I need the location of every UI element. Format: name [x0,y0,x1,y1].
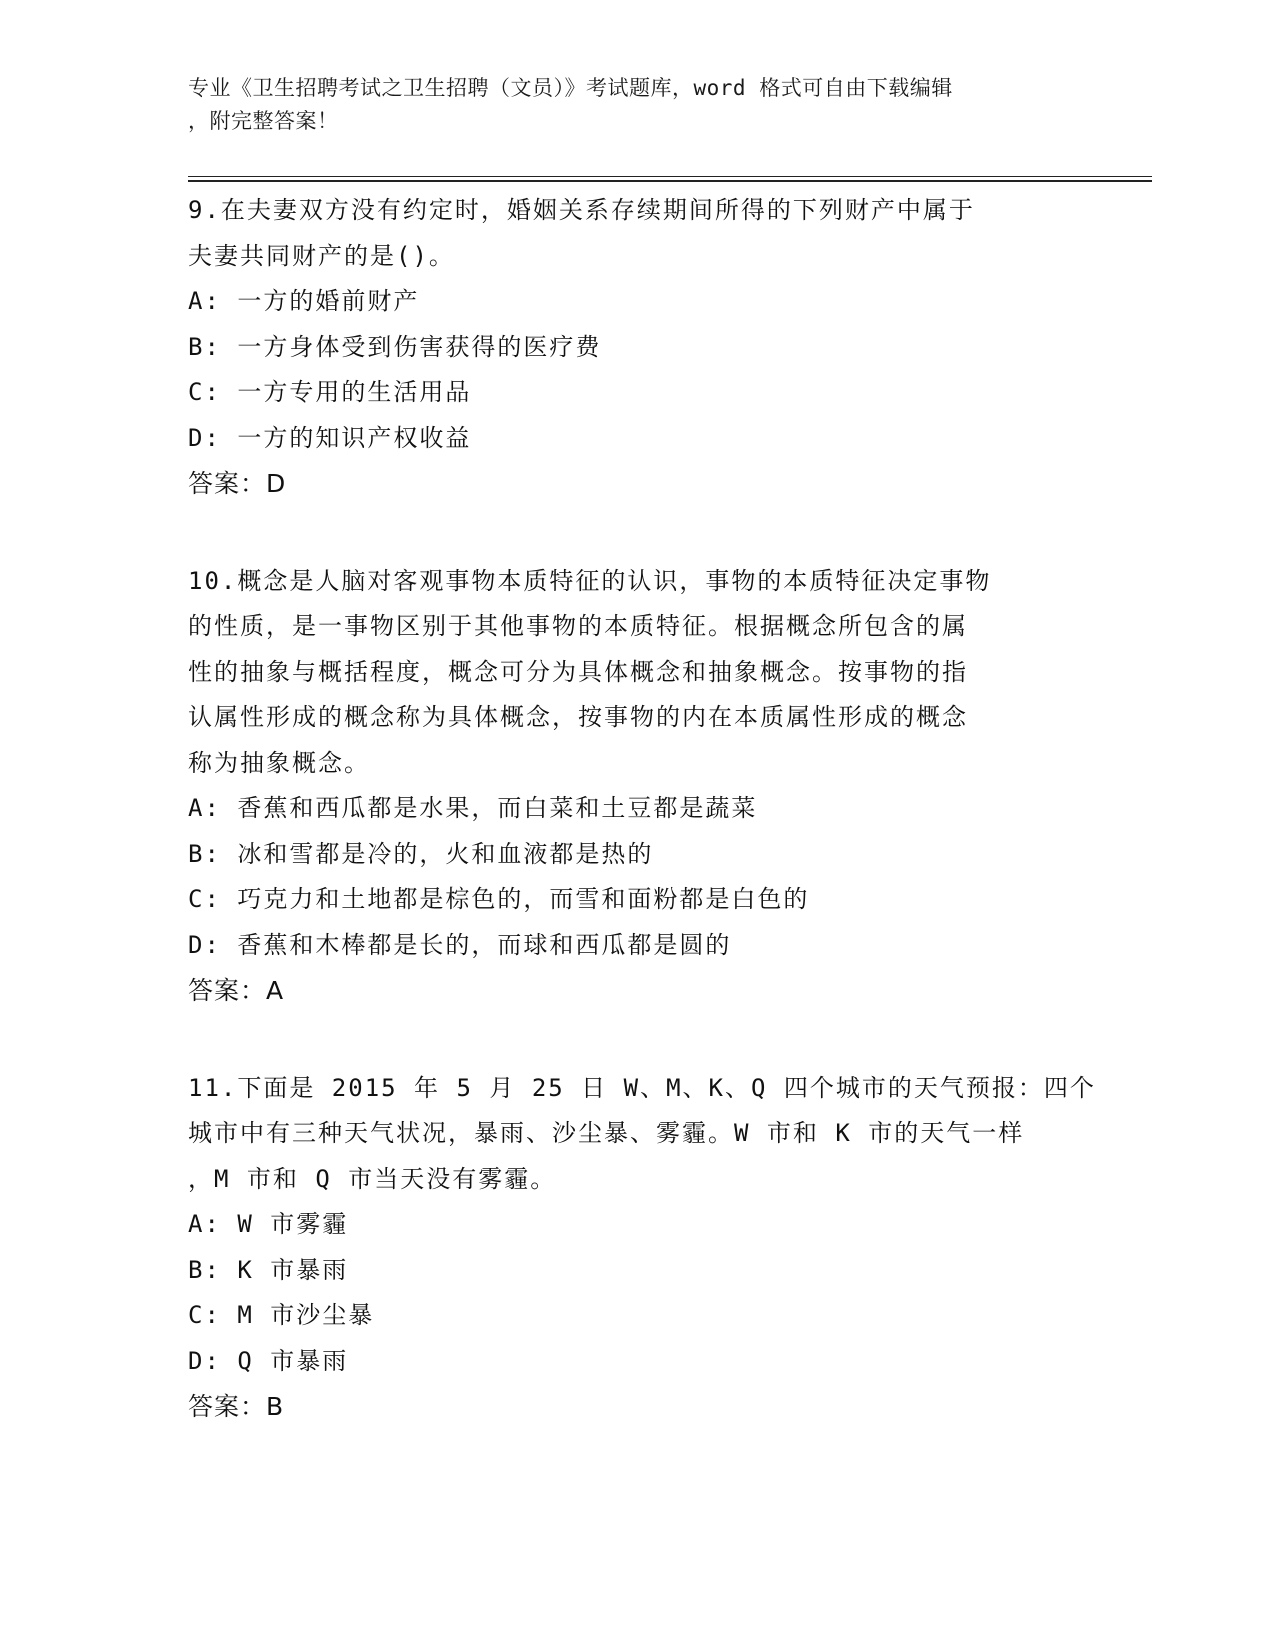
option-b: B: 一方身体受到伤害获得的医疗费 [188,332,602,361]
question-stem-line: 9.在夫妻双方没有约定时，婚姻关系存续期间所得的下列财产中属于 [188,196,975,224]
question-stem-line: 11.下面是 2015 年 5 月 25 日 W、M、K、Q 四个城市的天气预报：四个 [188,1073,1096,1102]
question-11 [188,1066,1096,1430]
question-stem-line: 性的抽象与概括程度，概念可分为具体概念和抽象概念。按事物的指 [188,657,968,686]
option-b: B: K 市暴雨 [188,1255,349,1284]
question-stem-line: 称为抽象概念。 [188,748,370,777]
question-9 [188,188,1088,507]
header-title-line-1: 专业《卫生招聘考试之卫生招聘（文员）》考试题库，word 格式可自由下载编辑 [188,76,953,100]
question-stem-line: 的性质，是一事物区别于其他事物的本质特征。根据概念所包含的属 [188,612,968,640]
option-a: A: 香蕉和西瓜都是水果，而白菜和土豆都是蔬菜 [188,794,758,822]
option-a: A: W 市雾霾 [188,1210,349,1238]
answer-line: 答案：D [188,469,287,498]
header-title-line-2: ，附完整答案！ [188,109,339,133]
option-d: D: Q 市暴雨 [188,1346,349,1375]
header-divider-thick [188,180,1152,182]
document-header [188,72,1088,138]
question-stem-line: 认属性形成的概念称为具体概念，按事物的内在本质属性形成的概念 [188,703,968,731]
question-list [188,188,1096,1482]
question-stem-line: 城市中有三种天气状况，暴雨、沙尘暴、雾霾。W 市和 K 市的天气一样 [188,1119,1025,1147]
option-d: D: 香蕉和木棒都是长的，而球和西瓜都是圆的 [188,930,732,959]
answer-line: 答案：B [188,1392,285,1421]
question-stem-line: 10.概念是人脑对客观事物本质特征的认识，事物的本质特征决定事物 [188,566,992,595]
header-divider-thin [188,176,1152,177]
option-c: C: M 市沙尘暴 [188,1301,375,1329]
option-c: C: 一方专用的生活用品 [188,378,472,406]
option-b: B: 冰和雪都是冷的，火和血液都是热的 [188,839,654,868]
option-d: D: 一方的知识产权收益 [188,423,472,452]
question-10 [188,559,1088,1014]
question-stem-line: 夫妻共同财产的是()。 [188,241,455,270]
answer-line: 答案：A [188,976,285,1005]
option-c: C: 巧克力和土地都是棕色的，而雪和面粉都是白色的 [188,885,810,913]
option-a: A: 一方的婚前财产 [188,287,420,315]
question-stem-line: ，M 市和 Q 市当天没有雾霾。 [188,1164,557,1193]
